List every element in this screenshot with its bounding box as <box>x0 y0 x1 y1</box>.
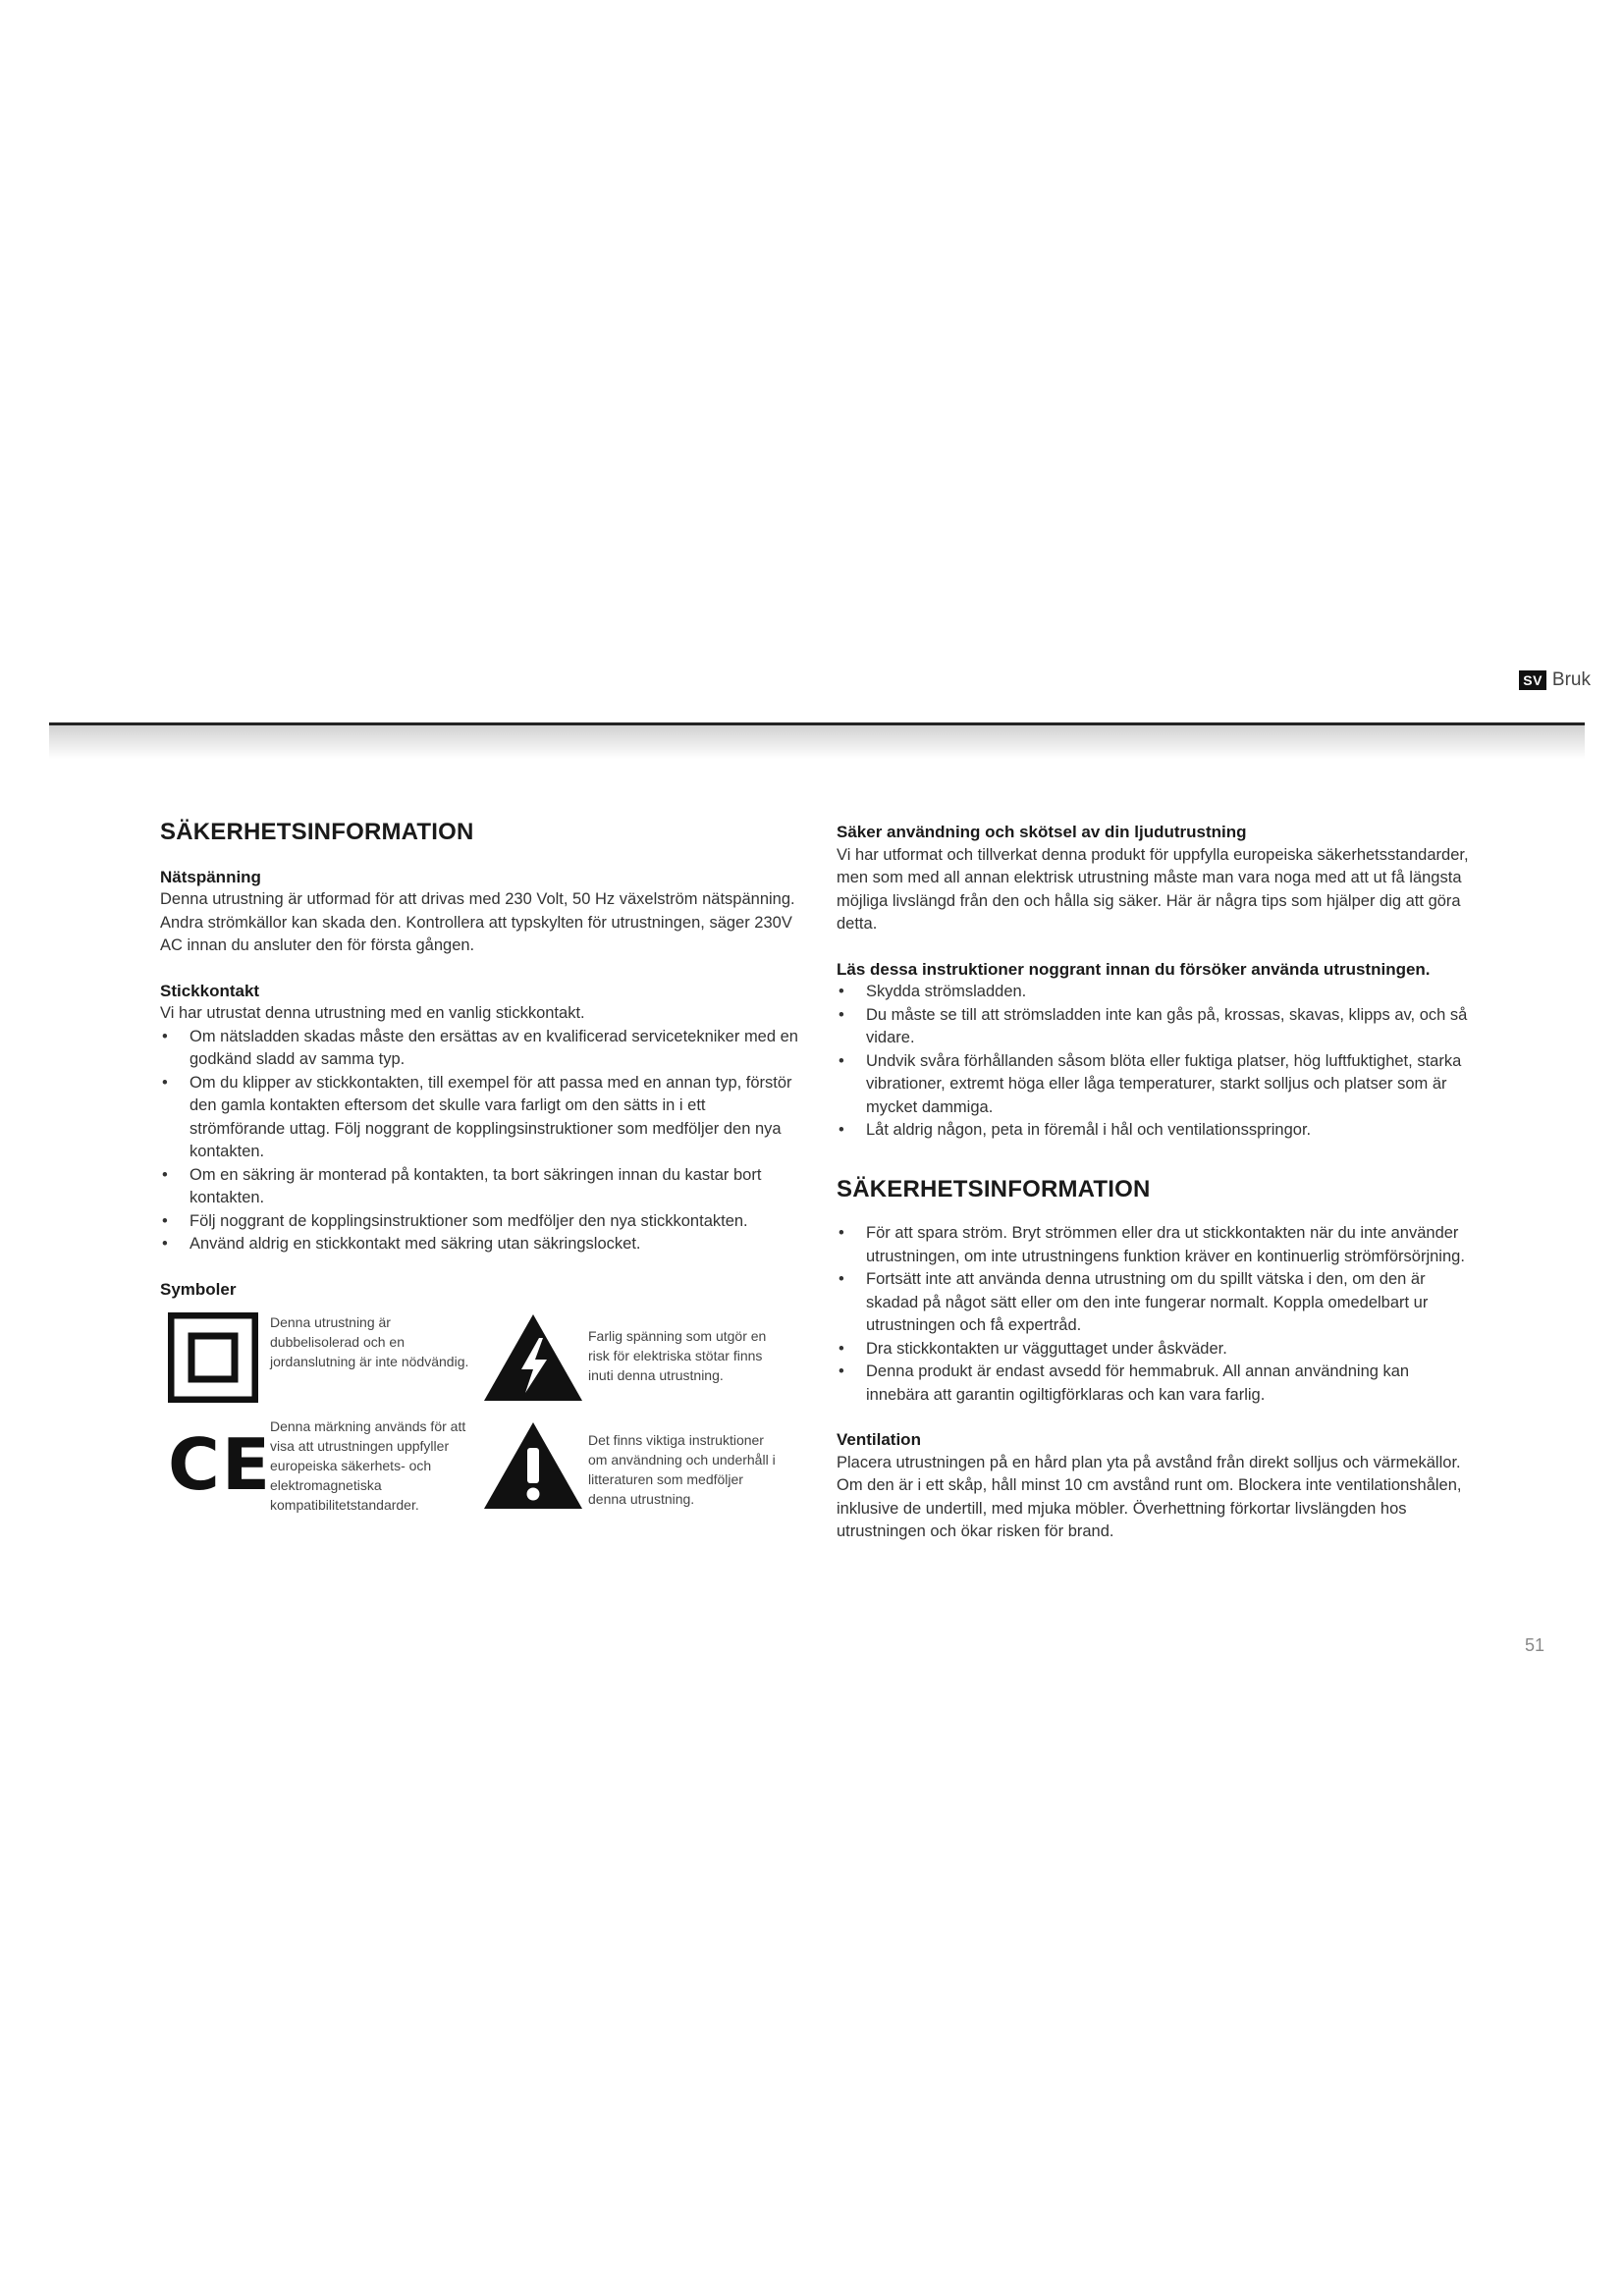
info-list <box>837 1222 1475 1407</box>
list-item: • Denna produkt är endast avsedd för hemmabruk. All annan användning kan innebära att garantin ogiltigförklaras och kan vara farlig. <box>837 1361 1475 1407</box>
language-badge: SV <box>1519 670 1546 690</box>
section-title-2: SÄKERHETSINFORMATION <box>837 1175 1151 1202</box>
las-list <box>837 981 1475 1143</box>
stickkontakt-list <box>160 1026 798 1256</box>
double-insulation-text: Denna utrustning är dubbelisolerad och en jordanslutning är inte nödvändig. <box>270 1314 469 1369</box>
list-item: • Om du klipper av stickkontakten, till exempel för att passa med en annan typ, förstör den gamla kontakten eftersom det skulle vara farligt om den sätts in i ett strömförande uttag. Följ noggrant de kopplingsinstruktioner som medföljer den nya kontakten. <box>160 1072 798 1164</box>
warning-text: Det finns viktiga instruktioner om användning och underhåll i litteraturen som medföljer denna utrustning. <box>588 1432 776 1507</box>
voltage-text: Farlig spänning som utgör en risk för elektriska stötar finns inuti denna utrustning. <box>588 1328 767 1383</box>
list-item: • Fortsätt inte att använda denna utrustning om du spillt vätska i den, om den är skadad på något sätt eller om den inte fungerar normalt. Koppla omedelbart ur utrustningen och få expertråd. <box>837 1268 1475 1338</box>
lightning-warning-icon <box>478 1312 588 1403</box>
list-item: • Följ noggrant de kopplingsinstruktioner som medföljer den nya stickkontakten. <box>160 1210 798 1234</box>
list-item: • Undvik svåra förhållanden såsom blöta eller fuktiga platser, hög luftfuktighet, starka vibrationer, extremt höga eller låga temperaturer, starkt solljus och platser som är mycket dammiga. <box>837 1050 1475 1120</box>
ce-mark-icon <box>160 1416 273 1515</box>
exclamation-warning-icon <box>478 1416 588 1515</box>
list-item: • Dra stickkontakten ur vägguttaget under åskväder. <box>837 1338 1475 1362</box>
list-item: • Du måste se till att strömsladden inte kan gås på, krossas, skavas, klipps av, och så vidare. <box>837 1004 1475 1050</box>
section-header <box>1519 669 1591 691</box>
list-item: • Om nätsladden skadas måste den ersättas av en kvalificerad servicetekniker med en godkänd sladd av samma typ. <box>160 1026 798 1072</box>
double-insulation-icon <box>160 1312 270 1403</box>
natspanning-heading: Nätspänning <box>160 867 261 886</box>
stickkontakt-intro: Vi har utrustat denna utrustning med en vanlig stickkontakt. <box>160 1004 585 1022</box>
ce-text: Denna märkning används för att visa att utrustningen uppfyller europeiska säkerhets- och elektromagnetiska kompatibilitetstandarder. <box>270 1418 466 1513</box>
list-item: • Skydda strömsladden. <box>837 981 1475 1004</box>
list-item: • Låt aldrig någon, peta in föremål i hål och ventilationsspringor. <box>837 1119 1475 1143</box>
page-number: 51 <box>1525 1635 1545 1655</box>
list-item: • För att spara ström. Bryt strömmen eller dra ut stickkontakten när du inte använder utrustningen, om inte utrustningens funktion kräver en kontinuerlig strömförsörjning. <box>837 1222 1475 1268</box>
ventilation-heading: Ventilation <box>837 1430 921 1449</box>
natspanning-text: Denna utrustning är utformad för att drivas med 230 Volt, 50 Hz växelström nätspänning. Andra strömkällor kan skada den. Kontrollera att typskylten för utrustningen, säger 230V AC innan du ansluter den för första gången. <box>160 890 795 954</box>
ventilation-text: Placera utrustningen på en hård plan yta på avstånd från direkt solljus och värmekällor. Om den är i ett skåp, håll minst 10 cm avstånd runt om. Blockera inte ventilationshålen, inklusive de undertill, med mjuka möbler. Överhettning förkortar livslängden hos utrustningen och ökar risken för brand. <box>837 1453 1462 1540</box>
page-title: SÄKERHETSINFORMATION <box>160 819 474 845</box>
ce-mark: CE <box>168 1423 273 1507</box>
left-column <box>160 821 798 1515</box>
list-item: • Om en säkring är monterad på kontakten, ta bort säkringen innan du kastar bort kontakten. <box>160 1164 798 1210</box>
las-heading: Läs dessa instruktioner noggrant innan du försöker använda utrustningen. <box>837 959 1431 979</box>
section-label: Bruk <box>1551 669 1591 690</box>
list-item: • Använd aldrig en stickkontakt med säkring utan säkringslocket. <box>160 1233 798 1256</box>
stickkontakt-heading: Stickkontakt <box>160 981 260 1000</box>
header-rule-shadow <box>49 725 1585 759</box>
saker-heading: Säker användning och skötsel av din ljudutrustning <box>837 823 1247 841</box>
symboler-heading: Symboler <box>160 1279 237 1299</box>
right-column <box>837 821 1475 1544</box>
saker-text: Vi har utformat och tillverkat denna produkt för uppfylla europeiska säkerhetsstandarder, men som med all annan elektrisk utrustning måste man vara noga med att ut få längsta möjliga livslängd från den och hålla sig säker. Här är några tips som hjälper dig att göra detta. <box>837 845 1469 933</box>
symbols-grid <box>160 1312 798 1515</box>
